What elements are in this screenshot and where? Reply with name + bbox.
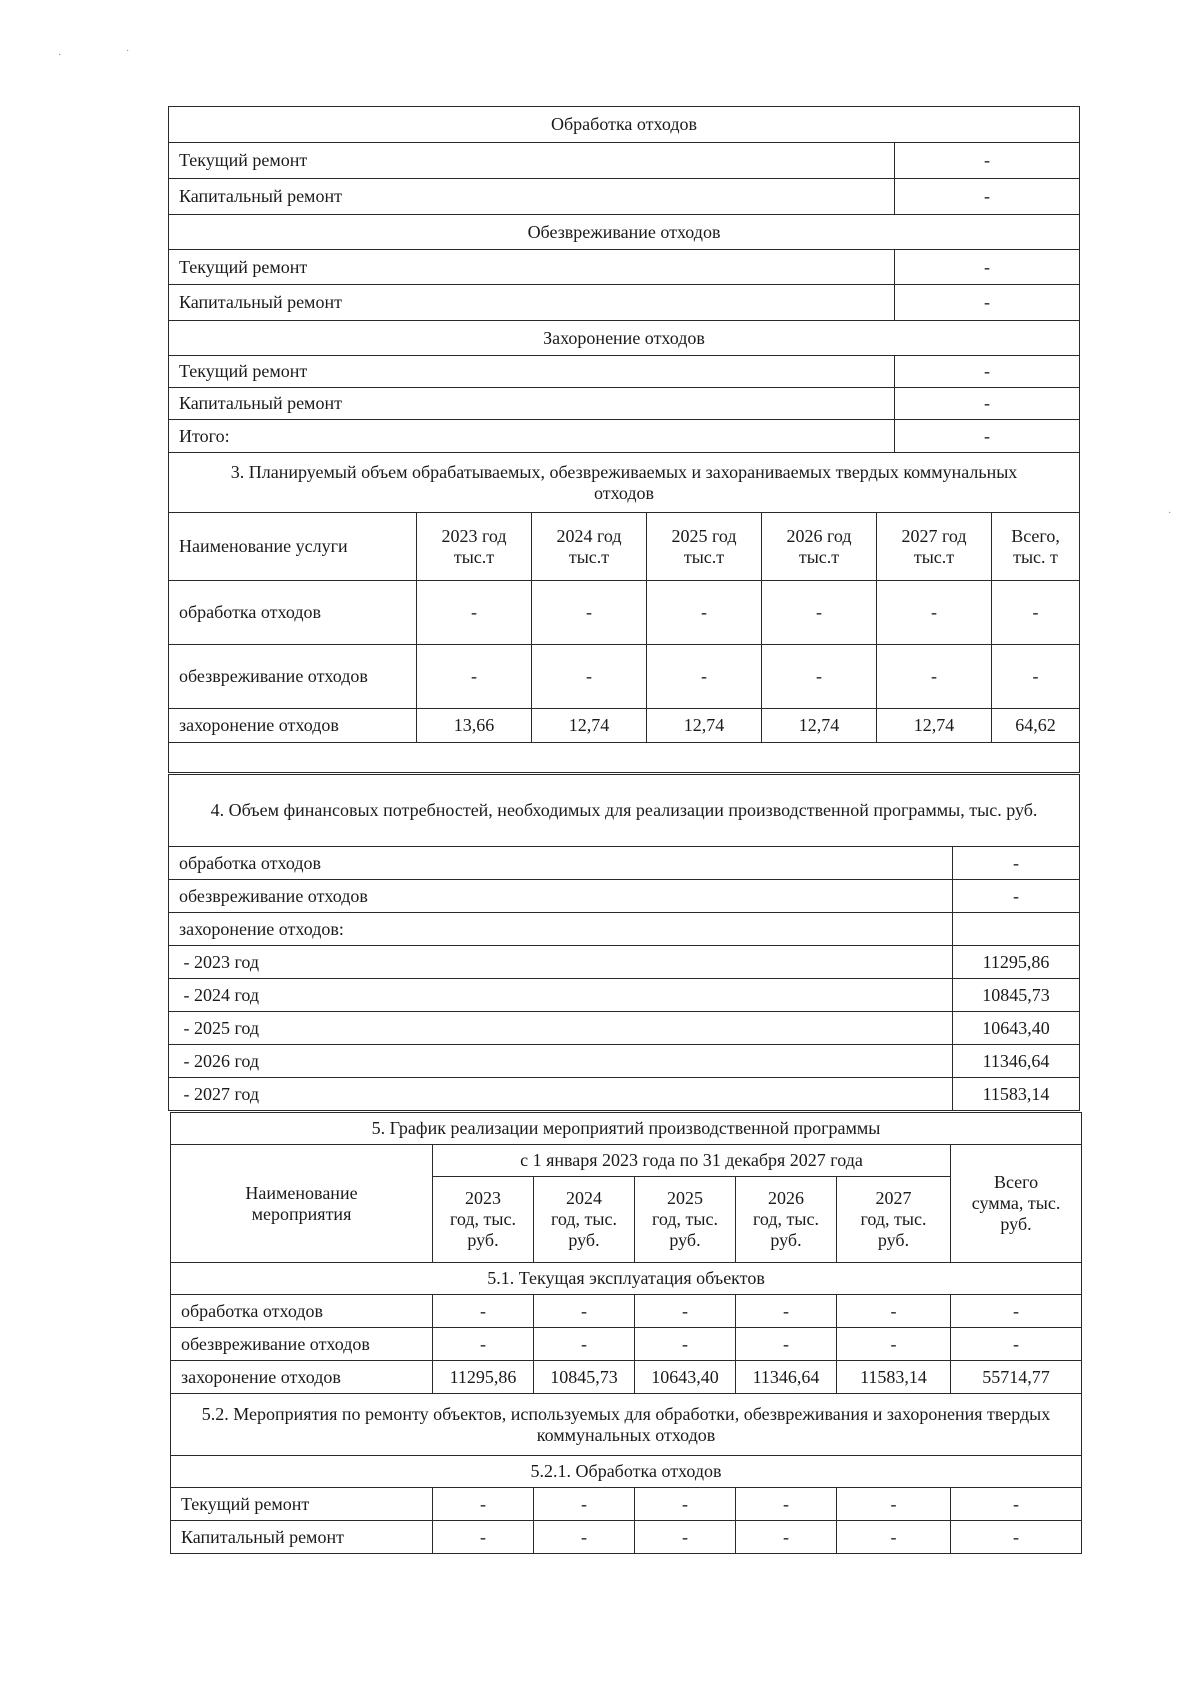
activity-name: захоронение отходов bbox=[171, 1361, 433, 1394]
total-cell: - bbox=[951, 1488, 1082, 1521]
value-cell: - bbox=[647, 581, 762, 645]
year-header: 2026 год тыс.т bbox=[762, 513, 877, 581]
value-cell: - bbox=[762, 581, 877, 645]
year-row-value: 10845,73 bbox=[953, 979, 1080, 1012]
year-header: 2025 год тыс.т bbox=[647, 513, 762, 581]
blank-row bbox=[169, 743, 1080, 773]
value-cell: - bbox=[736, 1521, 837, 1554]
total-cell: - bbox=[951, 1521, 1082, 1554]
row-label: Капитальный ремонт bbox=[169, 179, 895, 215]
year-header: 2025 год, тыс. руб. bbox=[635, 1177, 736, 1263]
section3-title: 3. Планируемый объем обрабатываемых, обезвреживаемых и захораниваемых твердых коммунальных отходов bbox=[169, 453, 1080, 513]
value-cell: - bbox=[736, 1295, 837, 1328]
service-name: обработка отходов bbox=[169, 581, 417, 645]
year-row-label: - 2026 год bbox=[169, 1045, 953, 1078]
section4-title: 4. Объем финансовых потребностей, необходимых для реализации производственной программы, тыс. руб. bbox=[169, 775, 1080, 847]
value-cell: - bbox=[736, 1328, 837, 1361]
service-name-header: Наименование услуги bbox=[169, 513, 417, 581]
value-cell: - bbox=[877, 645, 992, 709]
value-cell: 12,74 bbox=[762, 709, 877, 743]
group-title-neutralization: Обезвреживание отходов bbox=[169, 215, 1080, 250]
year-row-value: 11583,14 bbox=[953, 1078, 1080, 1111]
scan-speck: · bbox=[1168, 508, 1172, 519]
year-row-value: 10643,40 bbox=[953, 1012, 1080, 1045]
value-cell: - bbox=[534, 1328, 635, 1361]
subsection-5-2-1-title: 5.2.1. Обработка отходов bbox=[171, 1456, 1082, 1488]
total-header: Всего, тыс. т bbox=[992, 513, 1080, 581]
group-title-burial: Захоронение отходов bbox=[169, 321, 1080, 356]
row-value: - bbox=[953, 847, 1080, 880]
value-cell: - bbox=[433, 1488, 534, 1521]
year-row-label: - 2027 год bbox=[169, 1078, 953, 1111]
year-header: 2026 год, тыс. руб. bbox=[736, 1177, 837, 1263]
group-title-processing: Обработка отходов bbox=[169, 107, 1080, 143]
value-cell: - bbox=[433, 1295, 534, 1328]
year-row-label: - 2025 год bbox=[169, 1012, 953, 1045]
year-row-label: - 2024 год bbox=[169, 979, 953, 1012]
value-cell: 12,74 bbox=[647, 709, 762, 743]
value-cell: 10845,73 bbox=[534, 1361, 635, 1394]
year-header: 2027 год, тыс. руб. bbox=[837, 1177, 951, 1263]
total-value: - bbox=[895, 420, 1080, 453]
value-cell: - bbox=[635, 1295, 736, 1328]
year-header: 2024 год, тыс. руб. bbox=[534, 1177, 635, 1263]
repair-table bbox=[168, 106, 1080, 453]
total-sum-header: Всего сумма, тыс. руб. bbox=[951, 1145, 1082, 1263]
row-value: - bbox=[895, 250, 1080, 285]
year-row-label: - 2023 год bbox=[169, 946, 953, 979]
service-name: обезвреживание отходов bbox=[169, 645, 417, 709]
total-cell: - bbox=[951, 1328, 1082, 1361]
value-cell: - bbox=[736, 1488, 837, 1521]
value-cell: - bbox=[837, 1328, 951, 1361]
value-cell: - bbox=[433, 1521, 534, 1554]
row-value bbox=[953, 913, 1080, 946]
section5-title: 5. График реализации мероприятий производственной программы bbox=[171, 1113, 1082, 1145]
value-cell: - bbox=[532, 645, 647, 709]
row-value: - bbox=[953, 880, 1080, 913]
row-label: обезвреживание отходов bbox=[169, 880, 953, 913]
value-cell: 13,66 bbox=[417, 709, 532, 743]
total-cell: - bbox=[992, 581, 1080, 645]
year-header: 2024 год тыс.т bbox=[532, 513, 647, 581]
value-cell: - bbox=[762, 645, 877, 709]
value-cell: - bbox=[635, 1328, 736, 1361]
value-cell: - bbox=[417, 645, 532, 709]
activity-name: Текущий ремонт bbox=[171, 1488, 433, 1521]
year-header: 2027 год тыс.т bbox=[877, 513, 992, 581]
period-header: с 1 января 2023 года по 31 декабря 2027 года bbox=[433, 1145, 951, 1177]
row-label: Текущий ремонт bbox=[169, 356, 895, 388]
row-value: - bbox=[895, 356, 1080, 388]
service-name: захоронение отходов bbox=[169, 709, 417, 743]
value-cell: - bbox=[837, 1488, 951, 1521]
value-cell: 11346,64 bbox=[736, 1361, 837, 1394]
total-cell: - bbox=[951, 1295, 1082, 1328]
section4-table bbox=[168, 774, 1080, 1111]
subsection-5-2-title: 5.2. Мероприятия по ремонту объектов, используемых для обработки, обезвреживания и захоронения твердых коммунальных отходов bbox=[171, 1394, 1082, 1456]
value-cell: - bbox=[877, 581, 992, 645]
value-cell: - bbox=[837, 1521, 951, 1554]
year-header: 2023 год тыс.т bbox=[417, 513, 532, 581]
activity-name: обработка отходов bbox=[171, 1295, 433, 1328]
row-label: Капитальный ремонт bbox=[169, 388, 895, 420]
value-cell: - bbox=[635, 1521, 736, 1554]
row-label: захоронение отходов: bbox=[169, 913, 953, 946]
value-cell: 12,74 bbox=[877, 709, 992, 743]
total-label: Итого: bbox=[169, 420, 895, 453]
value-cell: - bbox=[534, 1295, 635, 1328]
activity-name: обезвреживание отходов bbox=[171, 1328, 433, 1361]
row-value: - bbox=[895, 143, 1080, 179]
row-label: Текущий ремонт bbox=[169, 143, 895, 179]
row-label: Капитальный ремонт bbox=[169, 285, 895, 321]
subsection-5-1-title: 5.1. Текущая эксплуатация объектов bbox=[171, 1263, 1082, 1295]
activity-name-header: Наименование мероприятия bbox=[171, 1145, 433, 1263]
row-label: Текущий ремонт bbox=[169, 250, 895, 285]
value-cell: 10643,40 bbox=[635, 1361, 736, 1394]
year-row-value: 11295,86 bbox=[953, 946, 1080, 979]
total-cell: - bbox=[992, 645, 1080, 709]
value-cell: - bbox=[433, 1328, 534, 1361]
value-cell: - bbox=[534, 1521, 635, 1554]
scan-speck: · bbox=[126, 46, 130, 57]
value-cell: - bbox=[837, 1295, 951, 1328]
section3-table bbox=[168, 452, 1080, 773]
row-value: - bbox=[895, 285, 1080, 321]
row-label: обработка отходов bbox=[169, 847, 953, 880]
value-cell: - bbox=[417, 581, 532, 645]
total-cell: 55714,77 bbox=[951, 1361, 1082, 1394]
value-cell: - bbox=[534, 1488, 635, 1521]
scan-speck: · bbox=[58, 50, 62, 61]
value-cell: - bbox=[532, 581, 647, 645]
row-value: - bbox=[895, 179, 1080, 215]
total-cell: 64,62 bbox=[992, 709, 1080, 743]
year-row-value: 11346,64 bbox=[953, 1045, 1080, 1078]
row-value: - bbox=[895, 388, 1080, 420]
activity-name: Капитальный ремонт bbox=[171, 1521, 433, 1554]
value-cell: - bbox=[635, 1488, 736, 1521]
value-cell: 11295,86 bbox=[433, 1361, 534, 1394]
year-header: 2023 год, тыс. руб. bbox=[433, 1177, 534, 1263]
value-cell: - bbox=[647, 645, 762, 709]
value-cell: 12,74 bbox=[532, 709, 647, 743]
value-cell: 11583,14 bbox=[837, 1361, 951, 1394]
section5-table bbox=[170, 1112, 1082, 1554]
